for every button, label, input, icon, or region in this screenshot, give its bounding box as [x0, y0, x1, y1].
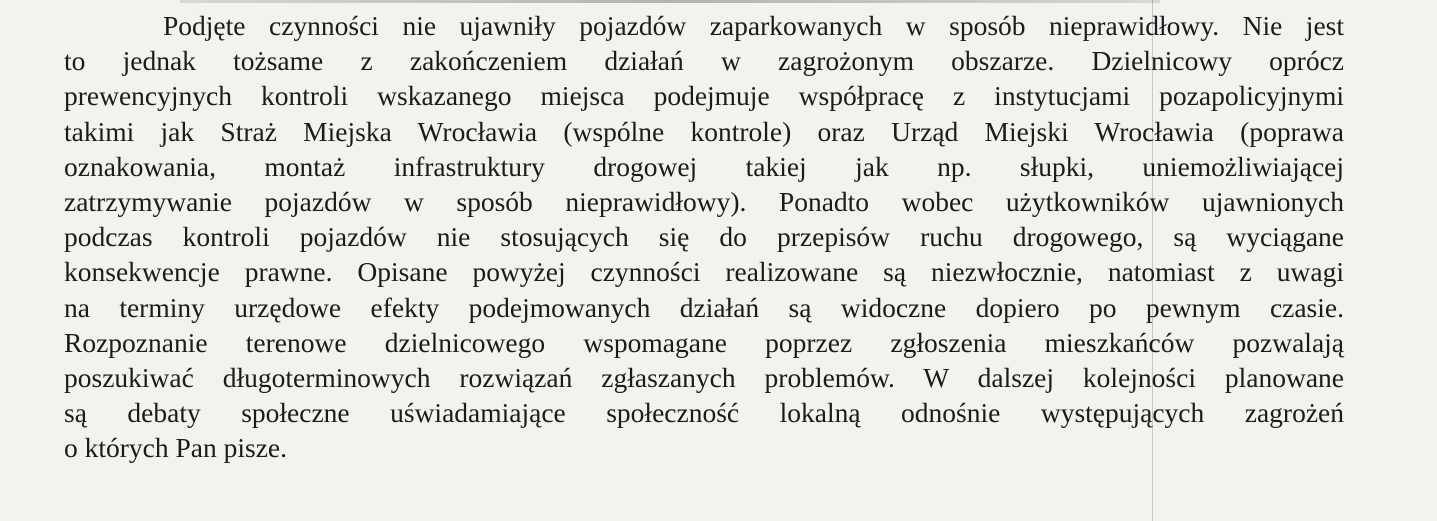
paragraph-line: o których Pan pisze.	[64, 432, 288, 464]
paragraph-line: prewencyjnych kontroli wskazanego miejsca podejmuje współpracę z instytucjami pozapolicyjnymi	[64, 80, 1344, 112]
paragraph-line: zatrzymywanie pojazdów w sposób nieprawidłowy). Ponadto wobec użytkowników ujawnionych	[64, 186, 1344, 218]
paragraph-line: Rozpoznanie terenowe dzielnicowego wspomagane poprzez zgłoszenia mieszkańców pozwalają	[64, 326, 1344, 358]
paragraph-line: Podjęte czynności nie ujawniły pojazdów zaparkowanych w sposób nieprawidłowy. Nie jest	[163, 10, 1344, 41]
body-paragraph	[64, 8, 1344, 466]
paragraph-line: oznakowania, montaż infrastruktury drogowej takiej jak np. słupki, uniemożliwiającej	[64, 150, 1344, 182]
paragraph-line: na terminy urzędowe efekty podejmowanych działań są widoczne dopiero po pewnym czasie.	[64, 291, 1344, 323]
paragraph-line: takimi jak Straż Miejska Wrocławia (wspólne kontrole) oraz Urząd Miejski Wrocławia (poprawa	[64, 115, 1344, 147]
cut-off-text-line	[180, 0, 1160, 3]
paragraph-line: podczas kontroli pojazdów nie stosujących się do przepisów ruchu drogowego, są wyciągane	[64, 221, 1344, 253]
paragraph-line: konsekwencje prawne. Opisane powyżej czynności realizowane są niezwłocznie, natomiast z uwagi	[64, 256, 1344, 288]
paragraph-line: są debaty społeczne uświadamiające społeczność lokalną odnośnie występujących zagrożeń	[64, 397, 1344, 429]
paragraph-line: poszukiwać długoterminowych rozwiązań zgłaszanych problemów. W dalszej kolejności planowane	[64, 362, 1344, 394]
paragraph-line: to jednak tożsame z zakończeniem działań w zagrożonym obszarze. Dzielnicowy oprócz	[64, 45, 1344, 77]
